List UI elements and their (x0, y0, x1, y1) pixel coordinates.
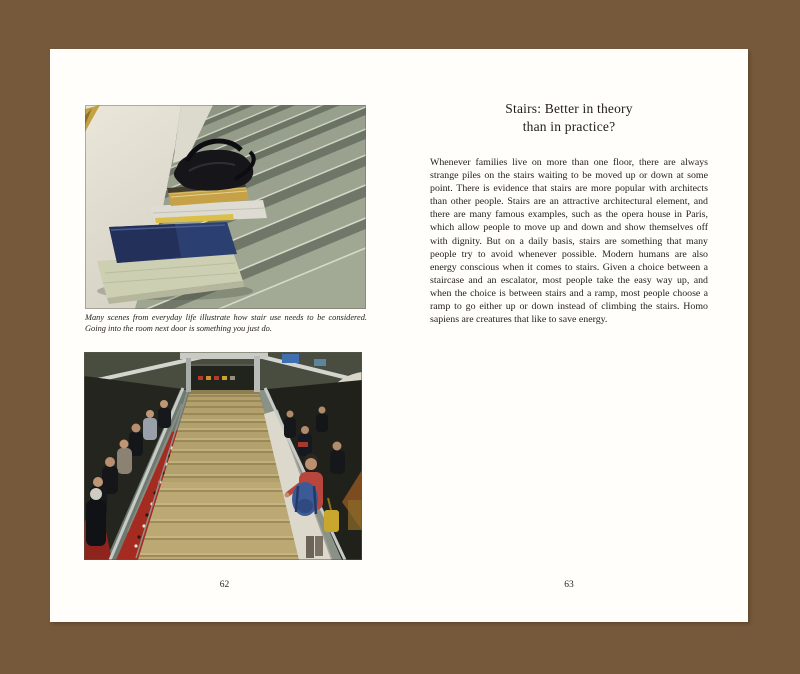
stairs-clutter-photo (85, 105, 366, 309)
page-number-left: 62 (219, 580, 230, 590)
escalator-stairs-photo (84, 352, 362, 560)
chapter-title-line2: than in practice? (522, 118, 616, 134)
stairs-clutter-illustration (85, 105, 366, 309)
chapter-title-line1: Stairs: Better in theory (505, 101, 633, 116)
escalator-stairs-illustration (84, 352, 362, 560)
body-paragraph: Whenever families live on more than one floor, there are always strange piles on the stairs waiting to be moved up or down at some point. There is evidence that stairs are more popular with architects than other people. Stairs are an attractive architectural element, and there are many famous examples, such as the opera house in Paris, which allow people to move up and down and show themselves off with dignity. But on a daily basis, stairs are something that many people try to avoid whenever possible. Modern humans are also energy conscious when it comes to stairs. Given a choice between a staircase and an escalator, most people take the easy way up, and when the choice is between stairs and a ramp, most people choose a ramp to go either up or down instead of climbing the stairs. Homo sapiens are creatures that like to save energy. (430, 157, 708, 326)
yellow-bag (324, 510, 339, 532)
figure-caption: Many scenes from everyday life illustrate how stair use needs to be considered. Going into the room next door is something you just do. (85, 313, 367, 334)
book-spread (50, 49, 748, 622)
chapter-title (430, 100, 708, 135)
page-number-right: 63 (564, 580, 574, 590)
